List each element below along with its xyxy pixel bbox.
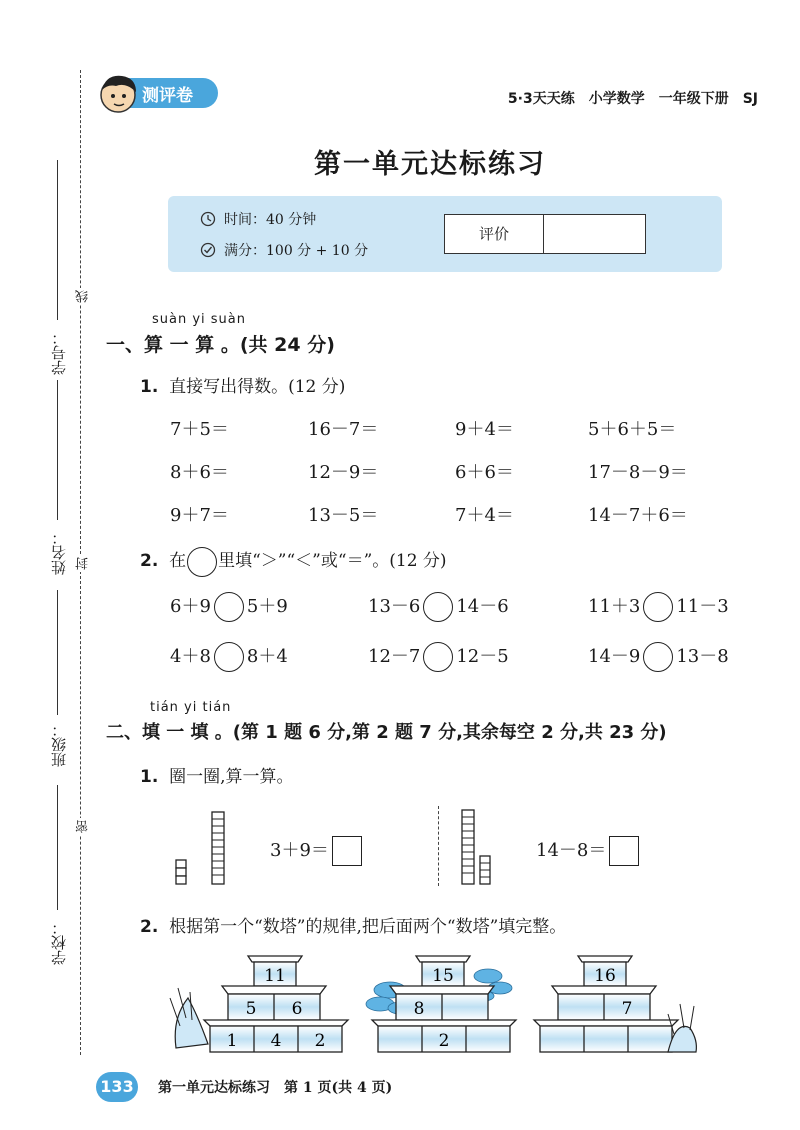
compare-circle[interactable] (214, 592, 244, 622)
clock-icon (200, 211, 216, 227)
tower2-top: 15 (432, 966, 454, 986)
section1-heading: 一、算 一 算 。(共 24 分) (106, 334, 335, 356)
margin-feng: 封 (76, 557, 91, 570)
compare-item: 13－6 14－6 (368, 592, 509, 622)
rock-icon (175, 998, 208, 1048)
compare-item: 11＋3 11－3 (588, 592, 729, 622)
tower1-mid: 6 (291, 999, 303, 1019)
page-number: 133 (96, 1072, 138, 1102)
check-icon (200, 242, 216, 258)
circle-calc-eq1: 3＋9＝ (270, 836, 362, 866)
tower3-mid: 7 (621, 999, 633, 1019)
margin-xuexiao-label: 学校： (50, 920, 68, 965)
calc-item: 7＋4＝ (455, 505, 514, 526)
calc-item: 13－5＝ (308, 505, 379, 526)
xuehao-write-line (57, 160, 58, 320)
evaluation-box[interactable] (444, 214, 646, 254)
badge-text: 测评卷 (142, 86, 193, 106)
calc-item: 9＋7＝ (170, 505, 229, 526)
calc-item: 12－9＝ (308, 462, 379, 483)
tower1-bottom: 4 (270, 1031, 282, 1051)
tower2-bottom: 2 (438, 1031, 450, 1051)
answer-box[interactable] (609, 836, 639, 866)
tens-blocks-right-icon (456, 806, 500, 888)
tower2-mid: 8 (413, 999, 425, 1019)
tower1-mid: 5 (245, 999, 257, 1019)
calc-item: 17－8－9＝ (588, 462, 688, 483)
divider (438, 806, 439, 886)
margin-xingming-label: 姓名： (50, 530, 68, 575)
banji-write-line (57, 590, 58, 715)
full-score: 满分：100 分 + 10 分 (224, 243, 369, 259)
calc-item: 16－7＝ (308, 419, 379, 440)
section1-pinyin: suàn yi suàn (152, 312, 247, 327)
section2-pinyin: tián yi tián (150, 700, 232, 715)
tower3-top: 16 (594, 966, 616, 986)
number-towers (168, 948, 748, 1058)
xuexiao-write-line (57, 785, 58, 910)
xingming-write-line (57, 380, 58, 520)
section2-heading: 二、填 一 填 。(第 1 题 6 分,第 2 题 7 分,其余每空 2 分,共 23 分) (106, 722, 667, 743)
compare-item: 12－7 12－5 (368, 642, 509, 672)
circle-blank-icon (187, 547, 217, 577)
margin-banji-label: 班级： (50, 722, 68, 767)
compare-item: 14－9 13－8 (588, 642, 729, 672)
compare-circle[interactable] (423, 642, 453, 672)
calc-item: 5＋6＋5＝ (588, 419, 677, 440)
calc-item: 6＋6＝ (455, 462, 514, 483)
book-info: 5·3天天练 小学数学 一年级下册 SJ (507, 91, 758, 107)
circle-calc-eq2: 14－8＝ (536, 836, 639, 866)
margin-xuehao-label: 学号： (50, 330, 68, 375)
badge (96, 72, 220, 112)
calc-item: 14－7＋6＝ (588, 505, 688, 526)
evaluation-label: 评价 (445, 215, 544, 253)
compare-circle[interactable] (423, 592, 453, 622)
margin-mi: 密 (76, 820, 91, 833)
margin-xian: 线 (76, 290, 91, 303)
section1-q2: 2. 在 里填“＞”“＜”或“＝”。(12 分) (140, 546, 447, 577)
tower1-bottom: 1 (226, 1031, 238, 1051)
tower1-bottom: 2 (314, 1031, 326, 1051)
calc-item: 7＋5＝ (170, 419, 229, 440)
section2-q1: 1. 圈一圈,算一算。 (140, 767, 294, 787)
student-mascot-icon (96, 72, 146, 114)
info-box (168, 196, 722, 272)
compare-circle[interactable] (643, 592, 673, 622)
compare-circle[interactable] (643, 642, 673, 672)
page-title: 第一单元达标练习 (314, 149, 546, 180)
compare-item: 4＋8 8＋4 (170, 642, 288, 672)
answer-box[interactable] (332, 836, 362, 866)
tower-1 (204, 956, 348, 1052)
compare-item: 6＋9 5＋9 (170, 592, 288, 622)
compare-circle[interactable] (214, 642, 244, 672)
calc-item: 9＋4＝ (455, 419, 514, 440)
calc-item: 8＋6＝ (170, 462, 229, 483)
tower1-top: 11 (264, 966, 286, 986)
section2-q2: 2. 根据第一个“数塔”的规律,把后面两个“数塔”填完整。 (140, 917, 567, 937)
footer-text: 第一单元达标练习 第 1 页(共 4 页) (158, 1080, 393, 1096)
tens-blocks-left-icon (170, 806, 230, 888)
section1-q1: 1. 直接写出得数。(12 分) (140, 377, 346, 397)
tower-3 (534, 956, 678, 1052)
time-limit: 时间：40 分钟 (224, 212, 317, 228)
